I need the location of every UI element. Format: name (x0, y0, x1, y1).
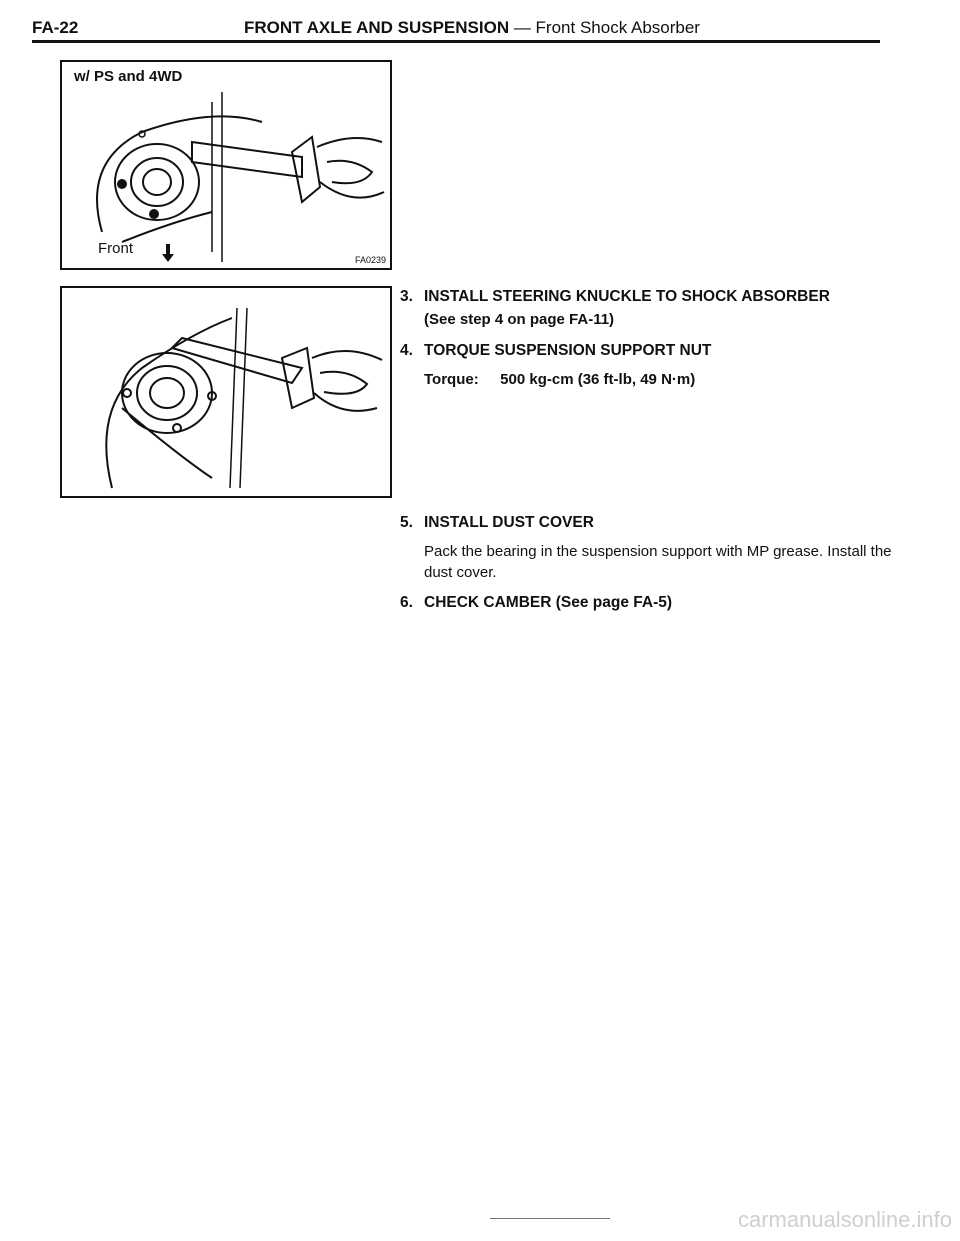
step-title: INSTALL DUST COVER (424, 514, 594, 531)
page-header (32, 18, 880, 42)
step-number: 4. (400, 342, 413, 359)
step-number: 6. (400, 594, 413, 611)
watermark: carmanualsonline.info (737, 1207, 952, 1232)
step-reference: (See step 4 on page FA-11) (424, 311, 615, 328)
step-3 (400, 286, 900, 330)
step-4 (400, 340, 900, 390)
footer-rule (490, 1218, 610, 1219)
torque-value: 500 kg-cm (36 ft-lb, 49 N·m) (500, 371, 696, 388)
torque-wrench-illustration (62, 288, 390, 496)
header-rule (32, 40, 880, 43)
wrench-on-support-illustration (62, 62, 390, 268)
step-6 (400, 592, 900, 613)
figure-code: FA0239 (354, 255, 386, 265)
page-code: FA-22 (32, 18, 79, 37)
step-5 (400, 512, 900, 583)
figure-torque-nut (60, 286, 392, 498)
step-number: 3. (400, 288, 413, 305)
torque-spec (424, 369, 900, 390)
step-title: INSTALL STEERING KNUCKLE TO SHOCK ABSORBER (424, 288, 830, 305)
front-label: Front (98, 240, 134, 257)
step-body: Pack the bearing in the suspension support with MP grease. Install the dust cover. (424, 543, 892, 581)
torque-label: Torque: (424, 371, 479, 388)
section-title: FRONT AXLE AND SUSPENSION — Front Shock Absorber (244, 18, 700, 37)
step-number: 5. (400, 514, 413, 531)
step-title: TORQUE SUSPENSION SUPPORT NUT (424, 342, 712, 359)
figure-caption: w/ PS and 4WD (74, 68, 183, 85)
figure-ps-4wd (60, 60, 392, 270)
step-title: CHECK CAMBER (See page FA-5) (424, 594, 673, 611)
